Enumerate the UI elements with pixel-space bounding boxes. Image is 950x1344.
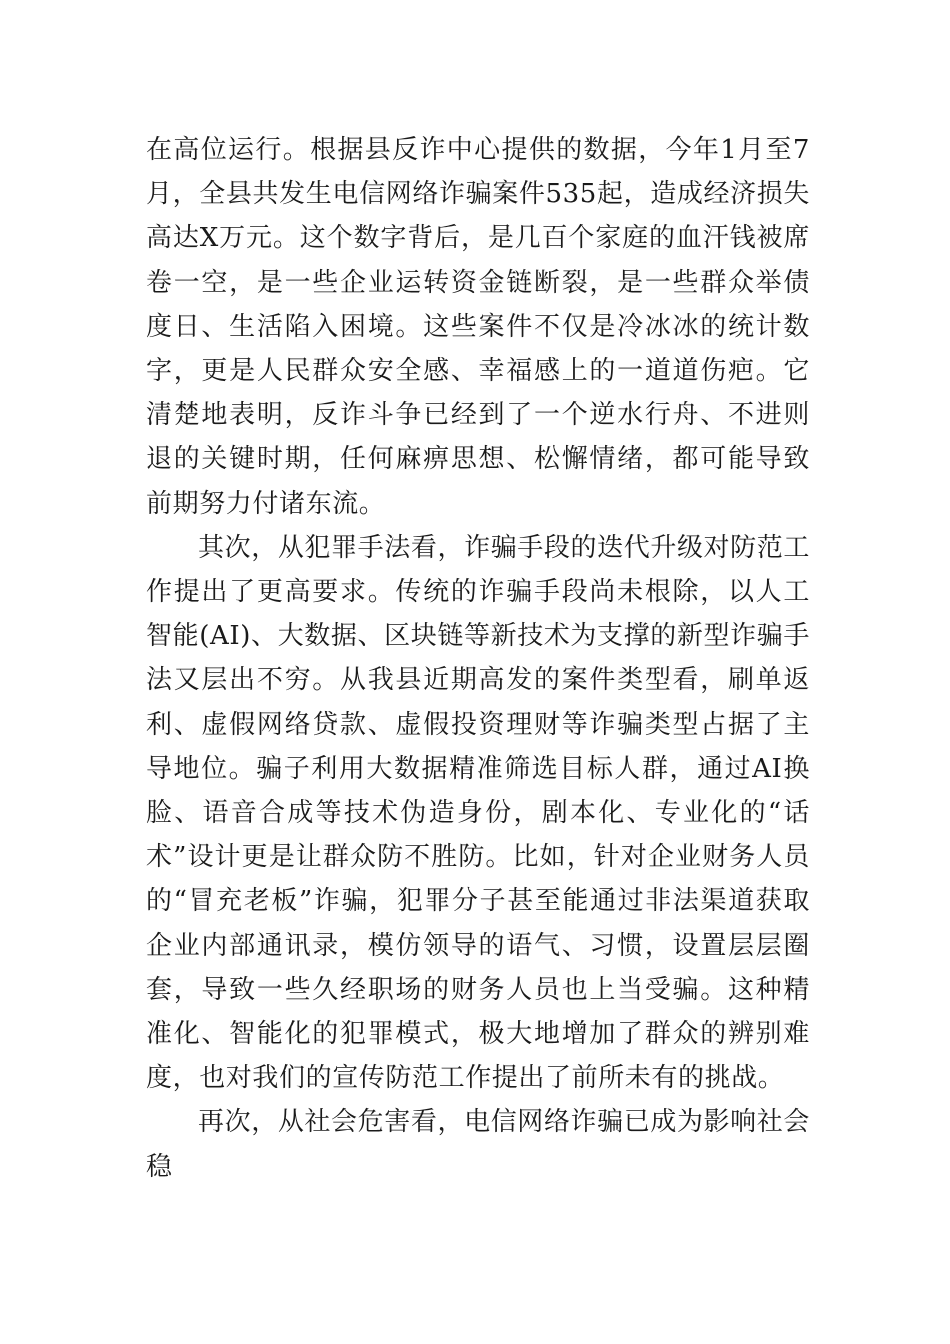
document-body: [146, 128, 810, 1189]
paragraph-continuation: 在高位运行。根据县反诈中心提供的数据，今年1月至7月，全县共发生电信网络诈骗案件535起，造成经济损失高达X万元。这个数字背后，是几百个家庭的血汗钱被席卷一空，是一些企业运转资金链断裂，是一些群众举债度日、生活陷入困境。这些案件不仅是冷冰冰的统计数字，更是人民群众安全感、幸福感上的一道道伤疤。它清楚地表明，反诈斗争已经到了一个逆水行舟、不进则退的关键时期，任何麻痹思想、松懈情绪，都可能导致前期努力付诸东流。: [146, 135, 810, 519]
paragraph-fraud-methods: 其次，从犯罪手法看，诈骗手段的迭代升级对防范工作提出了更高要求。传统的诈骗手段尚未根除，以人工智能(AI)、大数据、区块链等新技术为支撑的新型诈骗手法又层出不穷。从我县近期高发的案件类型看，刷单返利、虚假网络贷款、虚假投资理财等诈骗类型占据了主导地位。骗子利用大数据精准筛选目标人群，通过AI换脸、语音合成等技术伪造身份，剧本化、专业化的“话术”设计更是让群众防不胜防。比如，针对企业财务人员的“冒充老板”诈骗，犯罪分子甚至能通过非法渠道获取企业内部通讯录，模仿领导的语气、习惯，设置层层圈套，导致一些久经职场的财务人员也上当受骗。这种精准化、智能化的犯罪模式，极大地增加了群众的辨别难度，也对我们的宣传防范工作提出了前所未有的挑战。: [146, 532, 810, 1094]
paragraph-social-harm: 再次，从社会危害看，电信网络诈骗已成为影响社会稳: [146, 1107, 810, 1182]
